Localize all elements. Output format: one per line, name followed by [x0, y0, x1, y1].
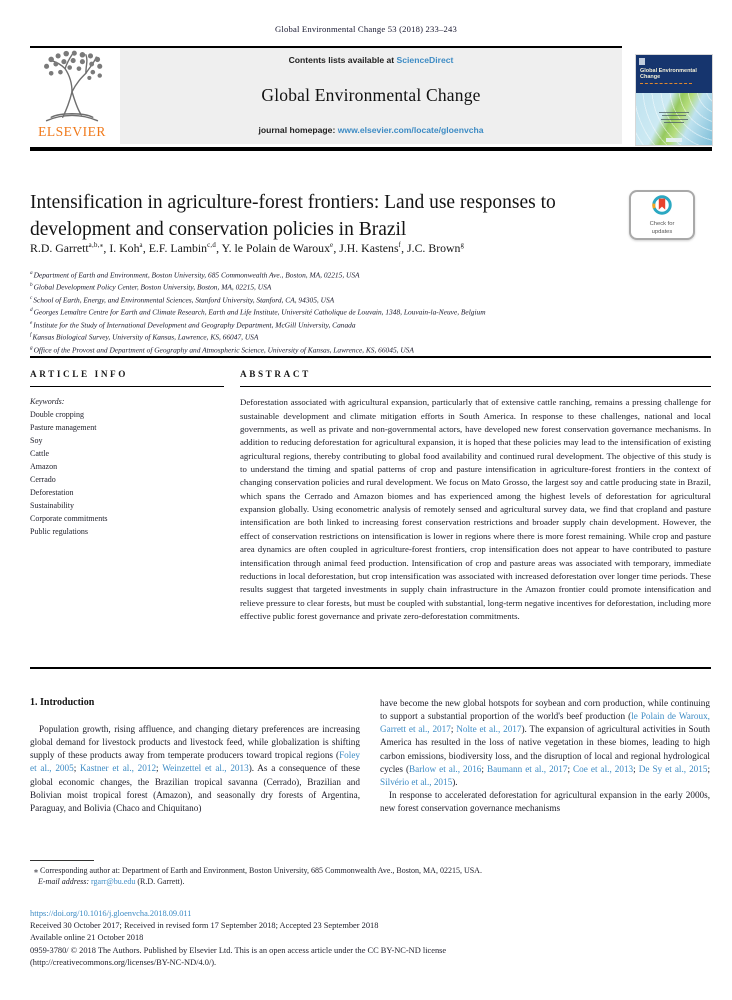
author-segment: R.D. Garrett — [30, 241, 89, 255]
text-segment: ; — [73, 763, 81, 774]
article-info-heading: ARTICLE INFO — [30, 369, 129, 379]
text-segment: have become the new global hotspots for soybean and corn production, while continuing to support a substantial proportion of the world's beef production ( — [380, 698, 710, 722]
citation-link[interactable]: Coe et al., 2013 — [573, 763, 634, 774]
affiliation-item — [30, 293, 700, 305]
running-head-citation: Global Environmental Change 53 (2018) 233–243 — [274, 24, 458, 34]
affiliation-sup: a — [30, 270, 33, 276]
article-info-rule — [30, 386, 224, 387]
abstract-text: Deforestation associated with agricultural expansion, particularly that of extensive cattle ranching, remains a pressing challenge for sustainable development and climate mitigation efforts in South America. In response to these challenges, national and local governments, as well as private and non-governmental actors, have developed new forest conservation governance mechanisms. In addition to reducing deforestation for agricultural expansion, it is hoped that these policies may lead to the intensification of existing agricultural regions, thereby contributing to global food availability and continued rural development. The objective of this study is to understand the timing and spatial patterns of crop and pasture intensification in agriculture-forest frontiers in the context of changing conservation policies and rural development. We focus on Mato Grosso, the largest soy and cattle producing state in Brazil, which spans the Cerrado and Amazon biomes and has experienced among the highest levels of deforestation for agricultural expansion globally. Using econometric analysis of remotely sensed and agricultural survey data, we find that cropland and pasture intensification are both linked to increasing forest conservation restrictions and broader supply chain development. However, the effect of conservation restrictions on intensification is lower in regions where there is more forest remaining. While crop and pasture area dynamics are often coupled in agriculture-forest frontiers, crop intensification does not appear to have contributed to pasture intensification through animal feed production. Intensification of crop and pasture areas was associated with temporary, immediate reductions in local deforestation, but crop intensification was associated with increased deforestation over longer time periods. These results suggest that targeted investments in supply chain infrastructure in the Amazon frontier could promote intensification and relieve pressure to clear forests, but must be coupled with substantial, long-term negative incentives for deforestation, including more effective public forest governance and private zero-deforestation commitments. — [240, 397, 711, 621]
received-dates: Received 30 October 2017; Received in revised form 17 September 2018; Accepted 23 September 2018 — [30, 921, 379, 931]
citation-link[interactable]: Baumann et al., 2017 — [486, 763, 568, 774]
affiliation-list — [30, 268, 700, 355]
author-segment: , J.H. Kastens — [333, 241, 399, 255]
section-divider-rule — [30, 356, 711, 358]
email-suffix: (R.D. Garrett). — [135, 877, 185, 887]
journal-cover-art — [636, 93, 712, 145]
affiliation-text: Global Development Policy Center, Boston University, Boston, MA, 02215, USA — [33, 282, 272, 292]
affiliation-sup: e — [30, 319, 33, 326]
citation-link[interactable]: Barlow et al., 2016 — [409, 763, 482, 774]
cover-footer-mark — [666, 138, 682, 142]
keyword-item: Pasture management — [30, 422, 97, 432]
publication-info — [30, 908, 711, 969]
text-segment: ). As a consequence of these global economic changes, the Brazilian tropical savanna (Cerrado), Brazilian and Bolivian moist tropical forest (Amazon), and seasonally dry forests of Argentina, Paraguay, and Bolivia (Chaco and Chiquitano) — [30, 763, 361, 813]
author-segment: , I. Koh — [103, 241, 140, 255]
affiliation-text: Institute for the Study of International Development and Geography Department, McGill University, Canada — [33, 320, 356, 330]
sciencedirect-link[interactable]: ScienceDirect — [396, 55, 454, 65]
copyright-line-2: (http://creativecommons.org/licenses/BY-NC-ND/4.0/). — [30, 957, 217, 967]
available-online: Available online 21 October 2018 — [30, 933, 144, 943]
contents-prefix: Contents lists available at — [288, 55, 397, 65]
citation-link[interactable]: le Polain de Waroux, Garrett et al., 2017 — [380, 711, 710, 735]
keyword-item: Sustainability — [30, 500, 74, 510]
keywords-list — [30, 409, 224, 539]
author-segment: , Y. le Polain de Waroux — [216, 241, 330, 255]
intro-paragraph-right-2 — [380, 789, 710, 815]
footnote-block — [30, 860, 711, 887]
contents-line — [289, 55, 454, 65]
author-segment: e — [329, 242, 334, 250]
cover-publisher-mark-icon — [639, 58, 645, 65]
affiliation-sup: f — [30, 332, 32, 339]
cover-text-lines — [657, 109, 691, 126]
journal-homepage-link[interactable]: www.elsevier.com/locate/gloenvcha — [337, 125, 484, 135]
affiliation-text: Kansas Biological Survey, University of Kansas, Lawrence, KS, 66047, USA — [32, 332, 259, 342]
author-segment: f — [398, 242, 402, 250]
author-list — [30, 241, 690, 256]
article-title: Intensification in agriculture-forest frontiers: Land use responses to development and conservation policies in Brazil — [30, 192, 556, 240]
body-column-right — [380, 697, 710, 815]
keyword-item: Amazon — [30, 461, 58, 471]
homepage-prefix: journal homepage: — [258, 125, 338, 135]
affiliation-text: School of Earth, Energy, and Environmental Sciences, Stanford University, Stanford, CA, 94305, USA — [33, 295, 335, 305]
text-segment: ). — [452, 776, 458, 787]
badge-label: Check for updates — [649, 221, 675, 235]
introduction-heading: 1. Introduction — [30, 697, 95, 708]
corresponding-author-note: ⁎ Corresponding author at: Department of Earth and Environment, Boston University, 685 Commonwealth Ave., Boston, MA, 02215, USA. — [34, 866, 482, 875]
email-line — [30, 876, 711, 887]
journal-banner — [120, 48, 622, 144]
keywords-label: Keywords: — [30, 397, 65, 407]
keyword-item: Public regulations — [30, 526, 88, 536]
body-columns — [30, 697, 711, 815]
text-segment: ; — [156, 763, 163, 774]
elsevier-wordmark: ELSEVIER — [38, 124, 106, 139]
abstract-column — [240, 369, 711, 623]
crossmark-icon — [651, 194, 673, 221]
journal-cover-header — [636, 55, 712, 93]
citation-link[interactable]: De Sy et al., 2015 — [638, 763, 708, 774]
text-segment: ). The expansion of agricultural activities in South America has resulted in the loss of native vegetation in these biomes, leading to high carbon emissions, biodiversity loss, and the disruption of local and regional hydrological cycles ( — [380, 724, 710, 774]
text-segment: Population growth, rising affluence, and changing dietary preferences are increasing global demand for livestock products and livestock feed, while globalization is shifting supply of these products away from temperate producers toward tropical regions ( — [30, 724, 360, 761]
article-info-column — [30, 369, 224, 623]
affiliation-sup: c — [30, 294, 33, 301]
affiliation-item — [30, 280, 700, 292]
intro-paragraph-left — [30, 723, 360, 815]
keyword-item: Double cropping — [30, 409, 84, 419]
homepage-line — [258, 125, 483, 135]
journal-title: Global Environmental Change — [261, 84, 481, 105]
citation-link[interactable]: Kastner et al., 2012 — [80, 763, 157, 774]
email-link[interactable]: rgarr@bu.edu — [91, 877, 136, 887]
affiliation-item — [30, 330, 700, 342]
body-column-left — [30, 697, 360, 815]
citation-link[interactable]: Weinzettel et al., 2013 — [162, 763, 249, 774]
text-segment: ; — [450, 724, 457, 735]
cover-title: Global Environmental Change — [640, 68, 697, 81]
doi-link[interactable]: https://doi.org/10.1016/j.gloenvcha.2018.09.011 — [30, 909, 192, 918]
text-segment: ; — [707, 763, 711, 774]
affiliation-text: Office of the Provost and Department of Geography and Atmospheric Science, University of Kansas, Lawrence, KS, 66045, USA — [33, 345, 414, 355]
affiliation-item — [30, 268, 700, 280]
footnote-rule — [30, 860, 94, 861]
affiliation-sup: d — [30, 307, 33, 314]
info-abstract-block — [30, 369, 711, 623]
author-segment: g — [460, 242, 465, 250]
email-label: E-mail address: — [38, 877, 90, 887]
author-segment: , E.F. Lambin — [142, 241, 208, 255]
author-segment: c,d — [207, 242, 217, 250]
affiliation-sup: g — [30, 344, 33, 351]
journal-cover-thumbnail[interactable] — [636, 55, 712, 145]
author-segment: a — [139, 242, 143, 250]
author-segment: , J.C. Brown — [401, 241, 461, 255]
keyword-item: Deforestation — [30, 487, 74, 497]
text-segment: ; — [633, 763, 639, 774]
abstract-heading: ABSTRACT — [240, 369, 311, 379]
abstract-rule — [240, 386, 711, 387]
cover-subtitle-rule — [640, 83, 692, 84]
intro-paragraph-right-1 — [380, 697, 710, 789]
citation-link[interactable]: Foley et al., 2005 — [30, 750, 360, 774]
affiliation-item — [30, 318, 700, 330]
affiliation-text: Department of Earth and Environment, Boston University, 685 Commonwealth Ave., Boston, MA, 02215, USA — [33, 270, 360, 280]
affiliation-item — [30, 305, 700, 317]
text-segment: ; — [481, 763, 487, 774]
affiliation-item — [30, 343, 700, 355]
elsevier-logo — [27, 50, 117, 144]
affiliation-text: Georges Lemaître Centre for Earth and Climate Research, Earth and Life Institute, Université Catholique de Louvain, 1348, Louvain-la-Neuve, Belgium — [33, 307, 486, 317]
keyword-item: Cerrado — [30, 474, 56, 484]
abstract-bottom-rule — [30, 667, 711, 669]
keyword-item: Corporate commitments — [30, 513, 108, 523]
check-for-updates-badge[interactable] — [629, 190, 695, 240]
affiliation-sup: b — [30, 282, 33, 289]
keyword-item: Cattle — [30, 448, 50, 458]
text-segment: ; — [567, 763, 574, 774]
citation-link[interactable]: Nolte et al., 2017 — [456, 724, 522, 735]
author-segment: a,b,⁎ — [88, 242, 104, 250]
copyright-line-1: 0959-3780/ © 2018 The Authors. Published by Elsevier Ltd. This is an open access article under the CC BY-NC-ND license — [30, 945, 447, 955]
banner-bottom-rule — [30, 147, 712, 151]
keyword-item: Soy — [30, 435, 43, 445]
citation-link[interactable]: Silvério et al., 2015 — [380, 776, 453, 787]
text-segment: In response to accelerated deforestation for agricultural expansion in the early 2000s, new forest conservation governance mechanisms — [380, 790, 710, 814]
